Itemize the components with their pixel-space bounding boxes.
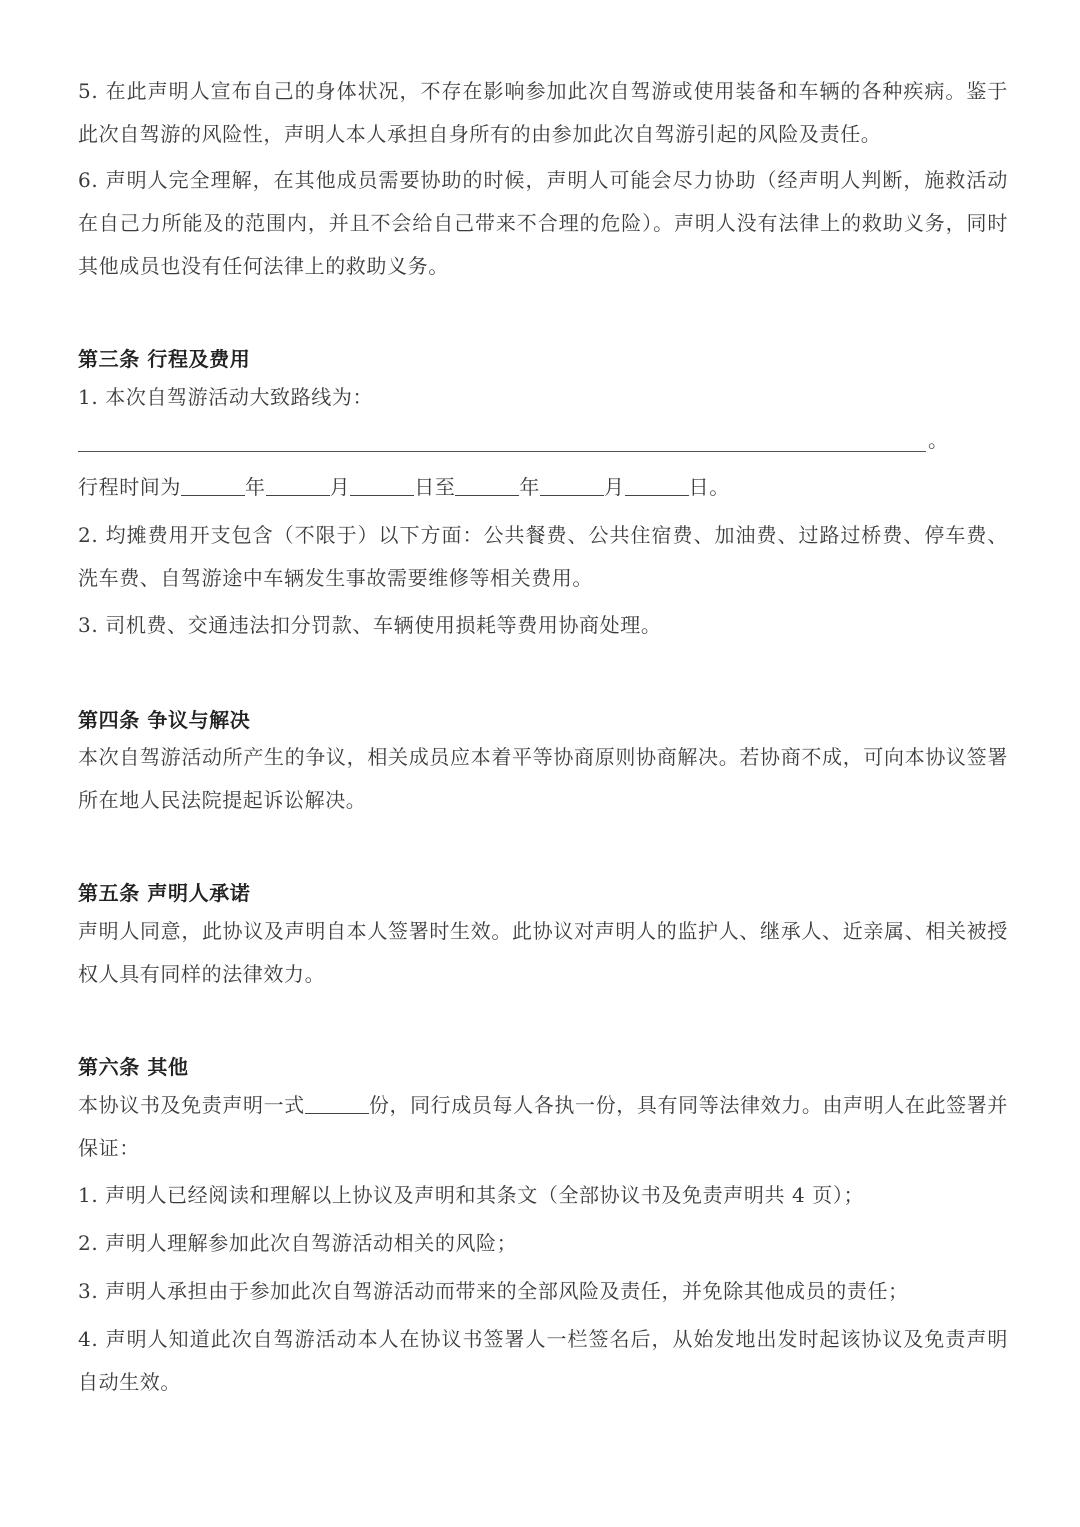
month-unit: 月 bbox=[604, 475, 625, 499]
end-year-blank[interactable] bbox=[455, 475, 519, 496]
clause-2-item-5: 5. 在此声明人宣布自己的身体状况，不存在影响参加此次自驾游或使用装备和车辆的各种疾病。鉴于此次自驾游的风险性，声明人本人承担自身所有的由参加此次自驾游引起的风险及责任。 bbox=[78, 79, 1008, 146]
clause-3-heading: 第三条 行程及费用 bbox=[78, 347, 251, 371]
itinerary-label: 行程时间为 bbox=[78, 475, 181, 499]
clause-6-item-1: 1. 声明人已经阅读和理解以上协议及声明和其条文（全部协议书及免责声明共 4 页）； bbox=[78, 1183, 865, 1207]
clause-5-body: 声明人同意，此协议及声明自本人签署时生效。此协议对声明人的监护人、继承人、近亲属、相关被授权人具有同样的法律效力。 bbox=[78, 919, 1008, 986]
route-line-period: 。 bbox=[928, 428, 948, 452]
itinerary-dates bbox=[78, 466, 1008, 509]
copies-count-blank[interactable] bbox=[305, 1093, 369, 1114]
copies-text-a: 本协议书及免责声明一式 bbox=[78, 1093, 305, 1117]
start-month-blank[interactable] bbox=[266, 475, 330, 496]
clause-6-item-3: 3. 声明人承担由于参加此次自驾游活动而带来的全部风险及责任，并免除其他成员的责任； bbox=[78, 1279, 909, 1303]
year-unit: 年 bbox=[245, 475, 266, 499]
day-end-text: 日。 bbox=[688, 475, 730, 499]
start-day-blank[interactable] bbox=[350, 475, 414, 496]
end-month-blank[interactable] bbox=[540, 475, 604, 496]
clause-6-item-4: 4. 声明人知道此次自驾游活动本人在协议书签署人一栏签名后，从始发地出发时起该协议及免责声明自动生效。 bbox=[78, 1327, 1008, 1394]
clause-6-item-2: 2. 声明人理解参加此次自驾游活动相关的风险； bbox=[78, 1231, 518, 1255]
clause-3-item-3: 3. 司机费、交通违法扣分罚款、车辆使用损耗等费用协商处理。 bbox=[78, 613, 662, 637]
copies-text-b: 份，同行成员每人各执一份，具有同等法律效力。由声明人在此签署并保证： bbox=[78, 1093, 1008, 1160]
clause-5-heading: 第五条 声明人承诺 bbox=[78, 881, 251, 905]
end-day-blank[interactable] bbox=[625, 475, 689, 496]
start-year-blank[interactable] bbox=[181, 475, 245, 496]
year-unit: 年 bbox=[519, 475, 541, 499]
clause-4-body: 本次自驾游活动所产生的争议，相关成员应本着平等协商原则协商解决。若协商不成，可向本协议签署所在地人民法院提起诉讼解决。 bbox=[78, 745, 1008, 812]
clause-4-heading: 第四条 争议与解决 bbox=[78, 708, 251, 732]
clause-3-item-2: 2. 均摊费用开支包含（不限于）以下方面：公共餐费、公共住宿费、加油费、过路过桥费、停车费、洗车费、自驾游途中车辆发生事故需要维修等相关费用。 bbox=[78, 523, 1008, 590]
clause-2-item-6: 6. 声明人完全理解，在其他成员需要协助的时候，声明人可能会尽力协助（经声明人判断，施救活动在自己力所能及的范围内，并且不会给自己带来不合理的危险）。声明人没有法律上的救助义务，同时其他成员也没有任何法律上的救助义务。 bbox=[78, 168, 1008, 278]
clause-6-heading: 第六条 其他 bbox=[78, 1055, 189, 1079]
route-blank-line[interactable] bbox=[78, 425, 926, 452]
clause-6-body bbox=[78, 1084, 1008, 1170]
month-unit: 月 bbox=[329, 475, 351, 499]
clause-3-item-1: 1. 本次自驾游活动大致路线为： bbox=[78, 385, 374, 409]
day-to-text: 日至 bbox=[414, 475, 456, 499]
